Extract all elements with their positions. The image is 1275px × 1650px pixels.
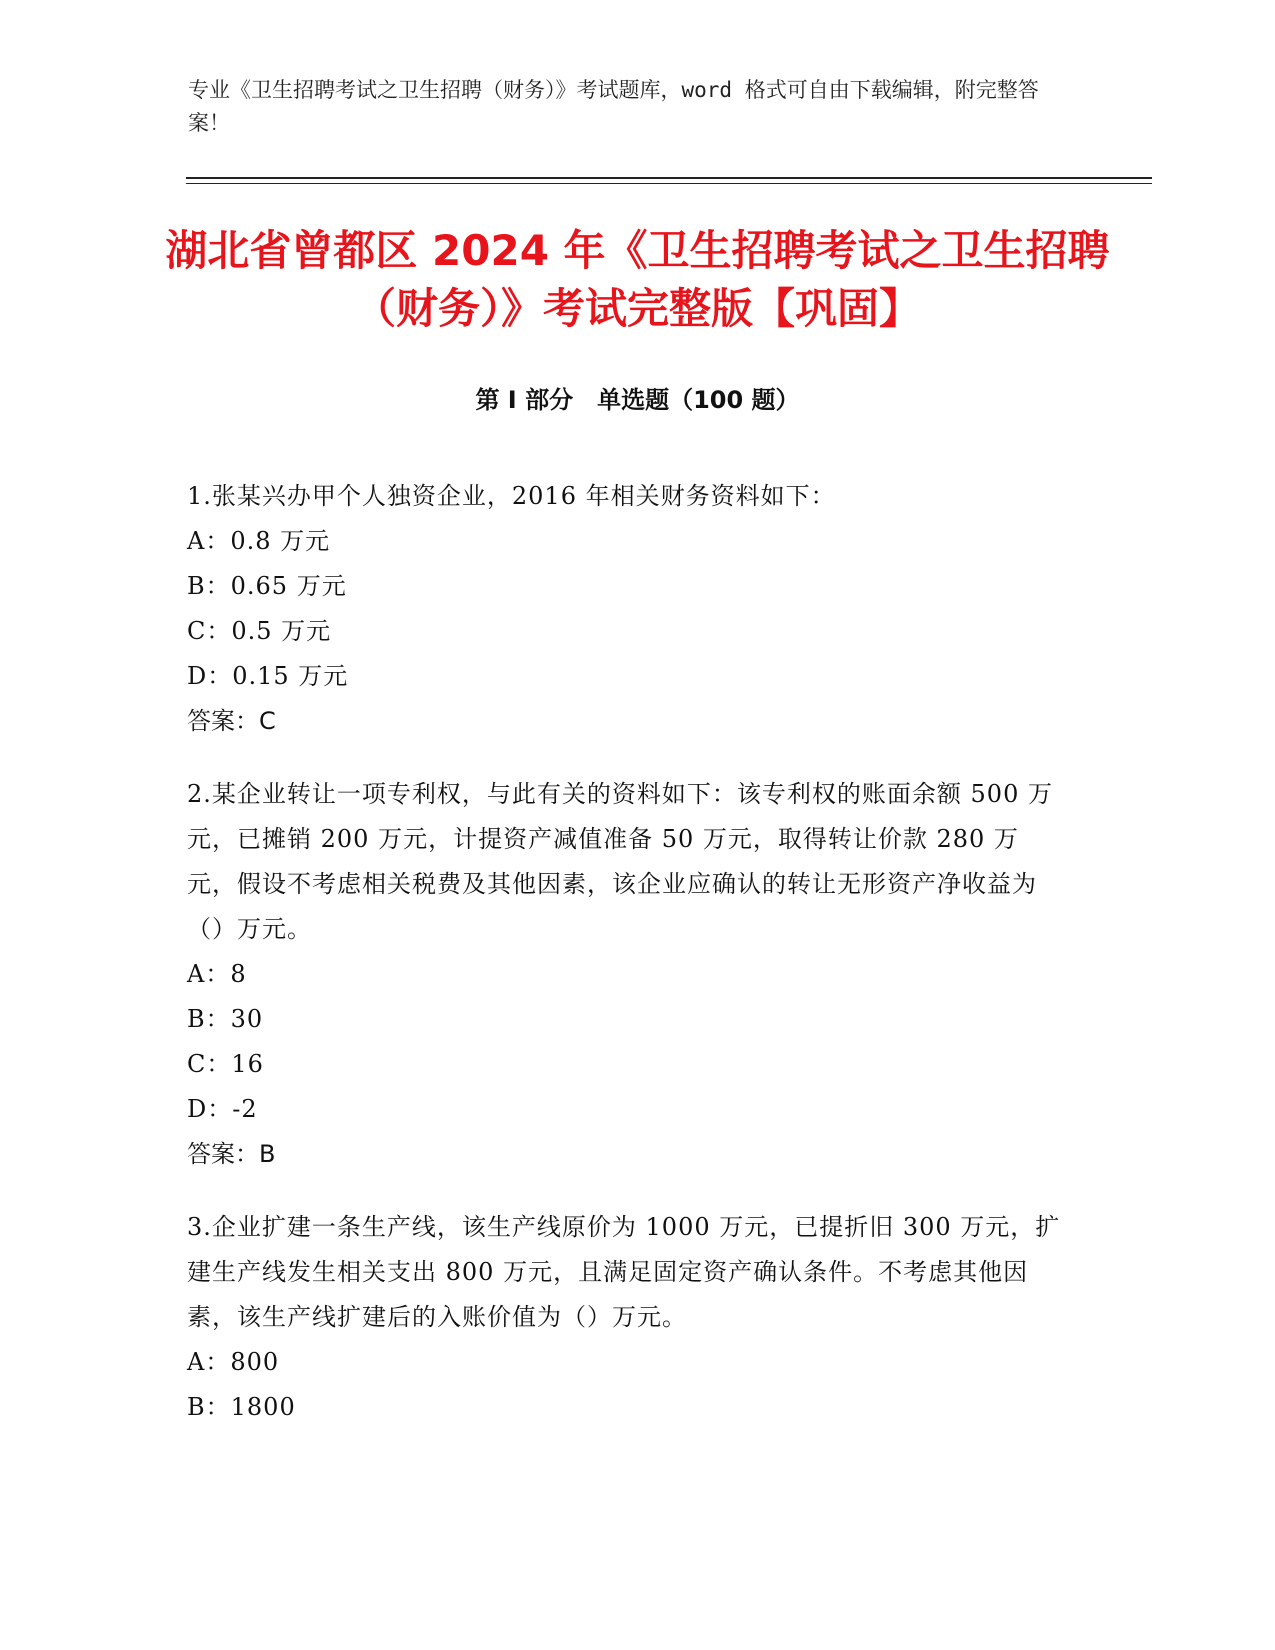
header-divider-thin — [186, 183, 1152, 184]
header-note: 专业《卫生招聘考试之卫生招聘（财务）》考试题库，word 格式可自由下载编辑，附完整答案！ — [188, 78, 1039, 135]
option-b: B：0.65 万元 — [187, 572, 347, 600]
option-d: D：-2 — [187, 1095, 258, 1123]
option-d: D：0.15 万元 — [187, 662, 349, 690]
question-list — [187, 474, 1067, 1458]
document-title: 湖北省曾都区 2024 年《卫生招聘考试之卫生招聘（财务）》考试完整版【巩固】 — [165, 226, 1110, 333]
option-b: B：1800 — [187, 1393, 296, 1421]
option-a: A：800 — [187, 1348, 280, 1376]
question-text: 2.某企业转让一项专利权，与此有关的资料如下：该专利权的账面余额 500 万元，已摊销 200 万元，计提资产减值准备 50 万元，取得转让价款 280 万元，假设不考虑相关税费及其他因素，该企业应确认的转让无形资产净收益为（）万元。 — [187, 780, 1053, 943]
header-divider — [186, 177, 1152, 179]
question-text: 1.张某兴办甲个人独资企业，2016 年相关财务资料如下： — [187, 482, 836, 510]
question-2 — [187, 772, 1067, 1177]
question-text: 3.企业扩建一条生产线，该生产线原价为 1000 万元，已提折旧 300 万元，扩建生产线发生相关支出 800 万元，且满足固定资产确认条件。不考虑其他因素，该生产线扩建后的入账价值为（）万元。 — [187, 1213, 1061, 1331]
option-c: C：16 — [187, 1050, 264, 1078]
answer: 答案：C — [187, 707, 276, 735]
option-a: A：0.8 万元 — [187, 527, 331, 555]
option-b: B：30 — [187, 1005, 264, 1033]
question-3 — [187, 1205, 1067, 1430]
question-1 — [187, 474, 1067, 744]
option-a: A：8 — [187, 960, 247, 988]
section-heading: 第 I 部分 单选题（100 题） — [475, 386, 800, 414]
option-c: C：0.5 万元 — [187, 617, 332, 645]
answer: 答案：B — [187, 1140, 276, 1168]
